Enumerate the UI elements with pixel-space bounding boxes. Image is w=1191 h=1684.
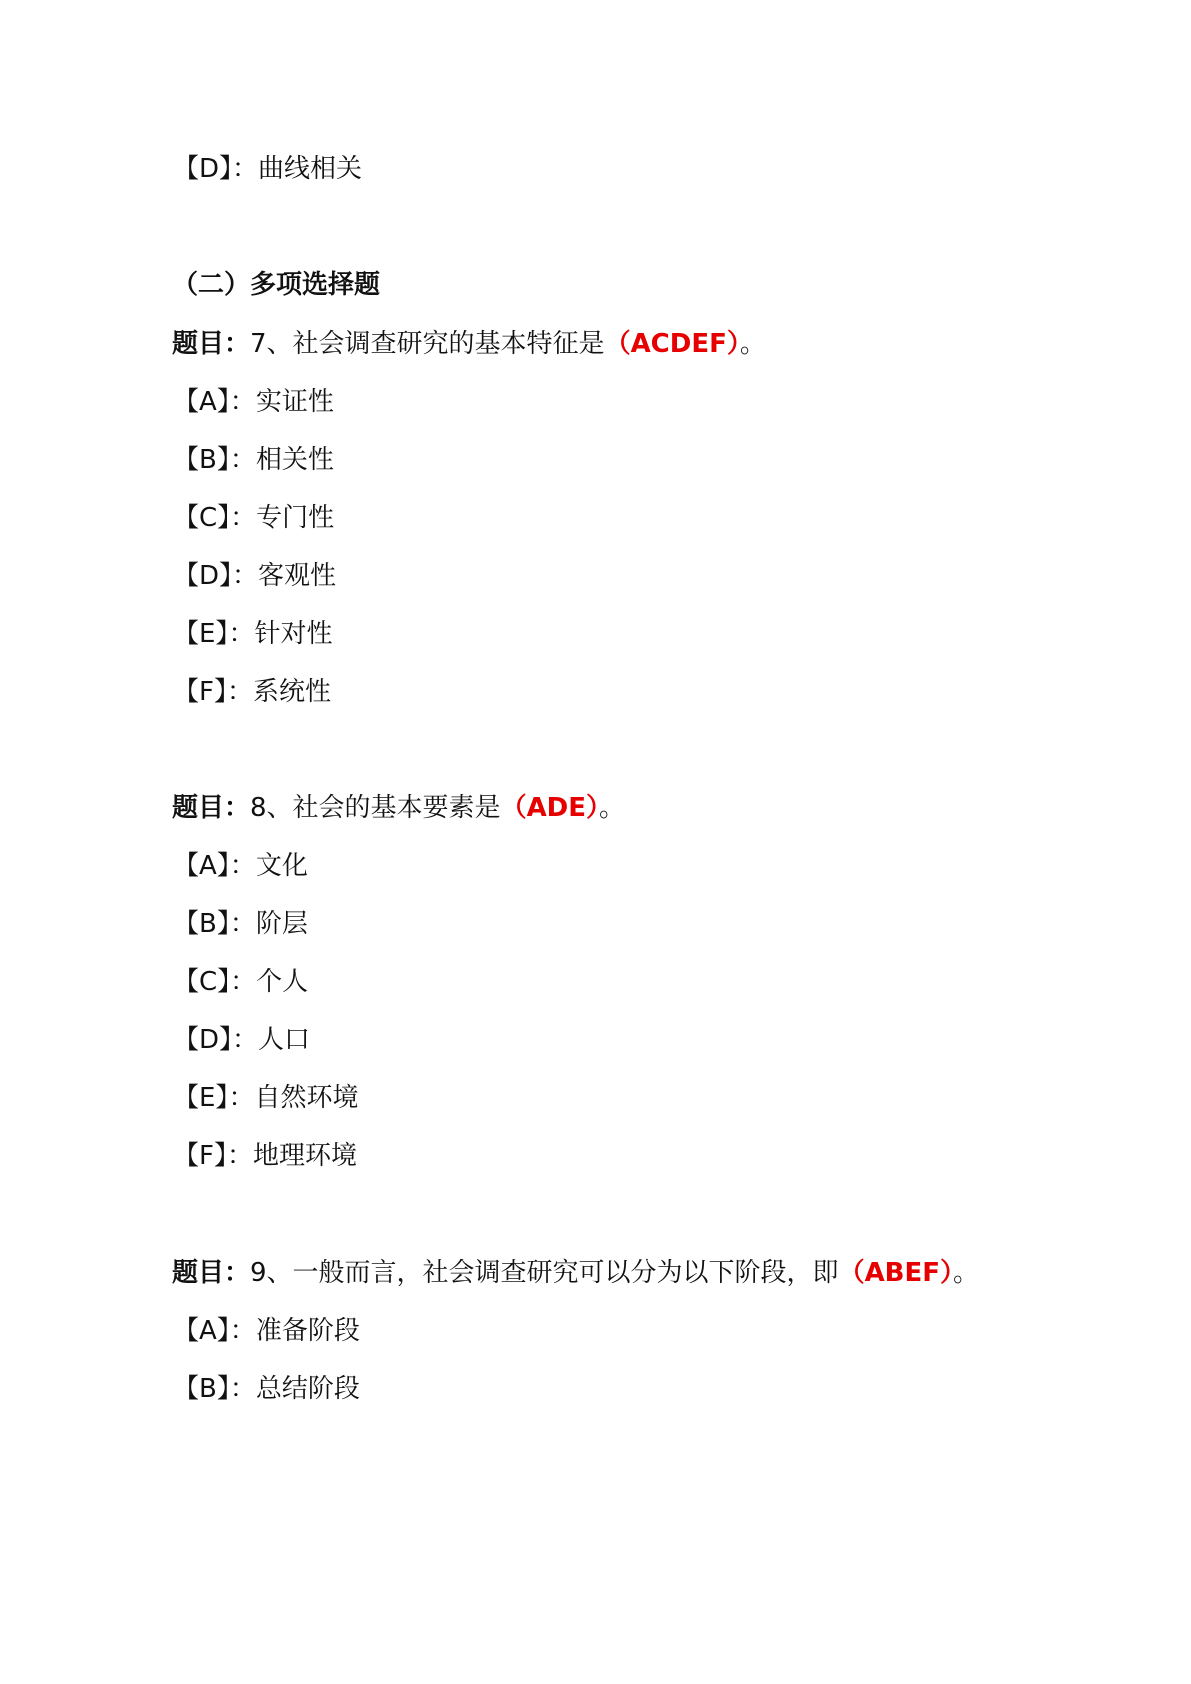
section-title: （二）多项选择题 xyxy=(172,270,381,300)
option-label: 【D】 xyxy=(173,561,233,591)
option-row xyxy=(173,909,308,939)
option-label: 【B】 xyxy=(173,445,230,475)
question-prefix: 题目： xyxy=(172,1258,251,1288)
option-row xyxy=(173,154,362,184)
option-separator: ： xyxy=(230,503,257,533)
option-text: 文化 xyxy=(255,851,308,881)
option-text: 阶层 xyxy=(255,909,308,939)
question-stem: 8、社会的基本要素是 xyxy=(250,793,501,823)
question-9 xyxy=(172,1258,979,1288)
option-row xyxy=(173,1374,360,1404)
option-label: 【E】 xyxy=(173,1083,229,1113)
option-label: 【C】 xyxy=(173,967,231,997)
option-label: 【D】 xyxy=(173,154,233,184)
option-text: 实证性 xyxy=(255,387,334,417)
question-stem: 7、社会调查研究的基本特征是 xyxy=(250,329,605,359)
question-end: 。 xyxy=(739,329,766,359)
option-text: 专门性 xyxy=(256,503,335,533)
option-text: 系统性 xyxy=(252,677,331,707)
answer-key: （ACDEF） xyxy=(604,329,740,359)
option-text: 个人 xyxy=(256,967,309,997)
option-row xyxy=(173,677,331,707)
option-separator: ： xyxy=(226,677,253,707)
option-separator: ： xyxy=(228,1083,255,1113)
option-label: 【D】 xyxy=(173,1025,233,1055)
option-row xyxy=(173,387,334,417)
option-label: 【A】 xyxy=(173,387,230,417)
option-text: 总结阶段 xyxy=(255,1374,360,1404)
option-label: 【B】 xyxy=(173,1374,230,1404)
option-separator: ： xyxy=(226,1141,253,1171)
option-row xyxy=(173,1083,358,1113)
option-label: 【B】 xyxy=(173,909,230,939)
option-row xyxy=(173,619,332,649)
option-separator: ： xyxy=(230,967,257,997)
question-stem: 9、一般而言，社会调查研究可以分为以下阶段，即 xyxy=(250,1258,839,1288)
question-prefix: 题目： xyxy=(172,329,251,359)
option-separator: ： xyxy=(228,619,255,649)
answer-key: （ADE） xyxy=(500,793,600,823)
option-text: 客观性 xyxy=(258,561,337,591)
option-separator: ： xyxy=(229,387,256,417)
option-separator: ： xyxy=(232,561,259,591)
option-text: 曲线相关 xyxy=(258,154,363,184)
option-separator: ： xyxy=(229,1374,256,1404)
option-label: 【F】 xyxy=(173,677,227,707)
option-separator: ： xyxy=(229,851,256,881)
question-end: 。 xyxy=(953,1258,980,1288)
option-text: 自然环境 xyxy=(254,1083,359,1113)
option-text: 针对性 xyxy=(254,619,333,649)
option-row xyxy=(173,1141,357,1171)
option-row xyxy=(173,1316,360,1346)
option-text: 相关性 xyxy=(255,445,334,475)
option-separator: ： xyxy=(229,909,256,939)
option-row xyxy=(173,503,334,533)
option-row xyxy=(173,445,334,475)
answer-key: （ABEF） xyxy=(838,1258,954,1288)
option-row xyxy=(173,967,308,997)
option-text: 地理环境 xyxy=(252,1141,357,1171)
option-row xyxy=(173,561,336,591)
question-end: 。 xyxy=(599,793,626,823)
option-label: 【A】 xyxy=(173,851,230,881)
question-8 xyxy=(172,793,625,823)
option-label: 【F】 xyxy=(173,1141,227,1171)
option-label: 【E】 xyxy=(173,619,229,649)
option-separator: ： xyxy=(229,1316,256,1346)
option-text: 准备阶段 xyxy=(255,1316,360,1346)
question-prefix: 题目： xyxy=(172,793,251,823)
option-label: 【A】 xyxy=(173,1316,230,1346)
option-text: 人口 xyxy=(258,1025,311,1055)
option-separator: ： xyxy=(229,445,256,475)
option-label: 【C】 xyxy=(173,503,231,533)
question-7 xyxy=(172,329,766,359)
option-row xyxy=(173,1025,310,1055)
option-separator: ： xyxy=(232,154,259,184)
option-separator: ： xyxy=(232,1025,259,1055)
option-row xyxy=(173,851,308,881)
